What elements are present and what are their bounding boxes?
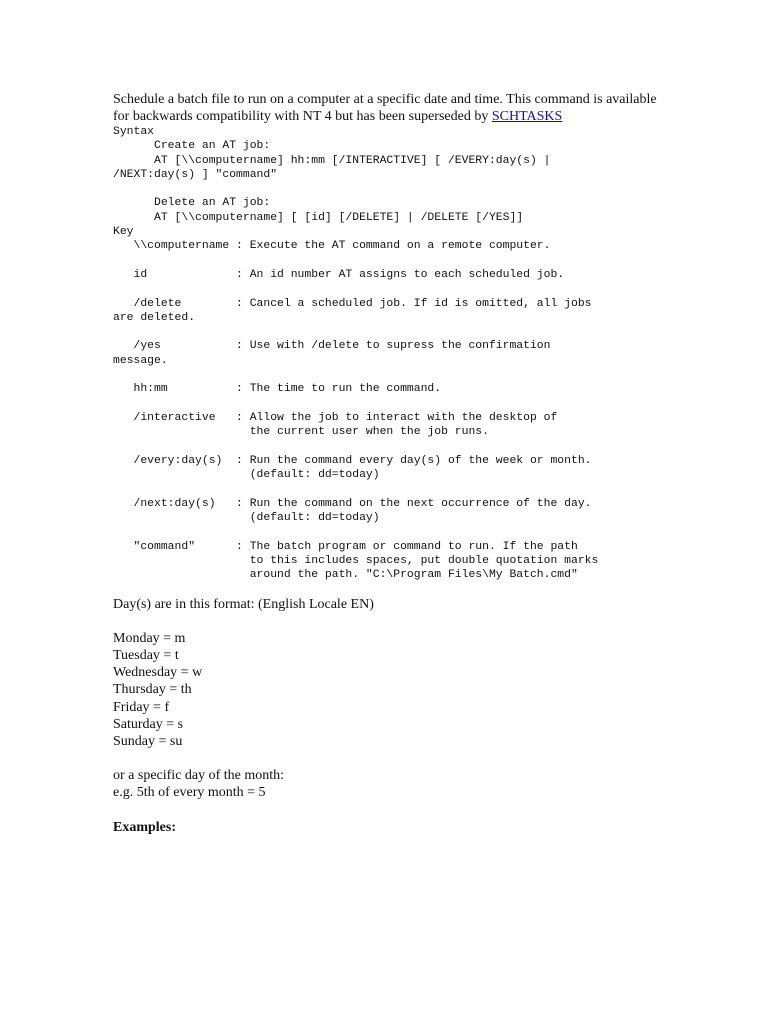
days-format-line: Day(s) are in this format: (English Locale EN) [113,596,374,612]
specific-day-section [113,767,673,801]
day-item-monday: Monday = m [113,630,186,646]
intro-paragraph [113,91,673,125]
examples-heading: Examples: [113,819,176,835]
day-item-sunday: Sunday = su [113,733,183,749]
intro-text: Schedule a batch file to run on a computer at a specific date and time. This command is available for backwards compatibility with NT 4 but has been superseded by [113,92,657,124]
specific-day-intro: or a specific day of the month: [113,768,285,784]
day-item-friday: Friday = f [113,699,170,715]
days-list [113,630,673,750]
day-item-wednesday: Wednesday = w [113,665,203,681]
day-item-saturday: Saturday = s [113,716,184,732]
day-item-thursday: Thursday = th [113,682,192,698]
specific-day-example: e.g. 5th of every month = 5 [113,785,266,801]
key-block: Key \\computername : Execute the AT command on a remote computer. id : An id number AT assigns to each scheduled job. /delete : Cancel a scheduled job. If id is omitted, all jobs are deleted. /yes : Use with /delete to supress the confirmation message. hh:mm : The time to run the command. /interactive : Allow the job to interact with the desktop of the current user when the job runs. /every:day(s) : Run the command every day(s) of the week or month. (default: dd=today) /next:day(s) : Run the command on the next occurrence of the day. (default: dd=today) "command" : The batch program or command to run. If the path to this includes spaces, put double quotation marks around the path. "C:\Program Files\My Batch.cmd" [113,226,599,582]
schtasks-link[interactable]: SCHTASKS [491,109,563,124]
day-item-tuesday: Tuesday = t [113,647,179,663]
document-content [113,91,673,836]
syntax-block: Syntax Create an AT job: AT [\\computername] hh:mm [/INTERACTIVE] [ /EVERY:day(s) | /NEXT:day(s) ] "command" Delete an AT job: AT [\\computername] [ [id] [/DELETE] | /DELETE [/YES]] [113,126,551,224]
